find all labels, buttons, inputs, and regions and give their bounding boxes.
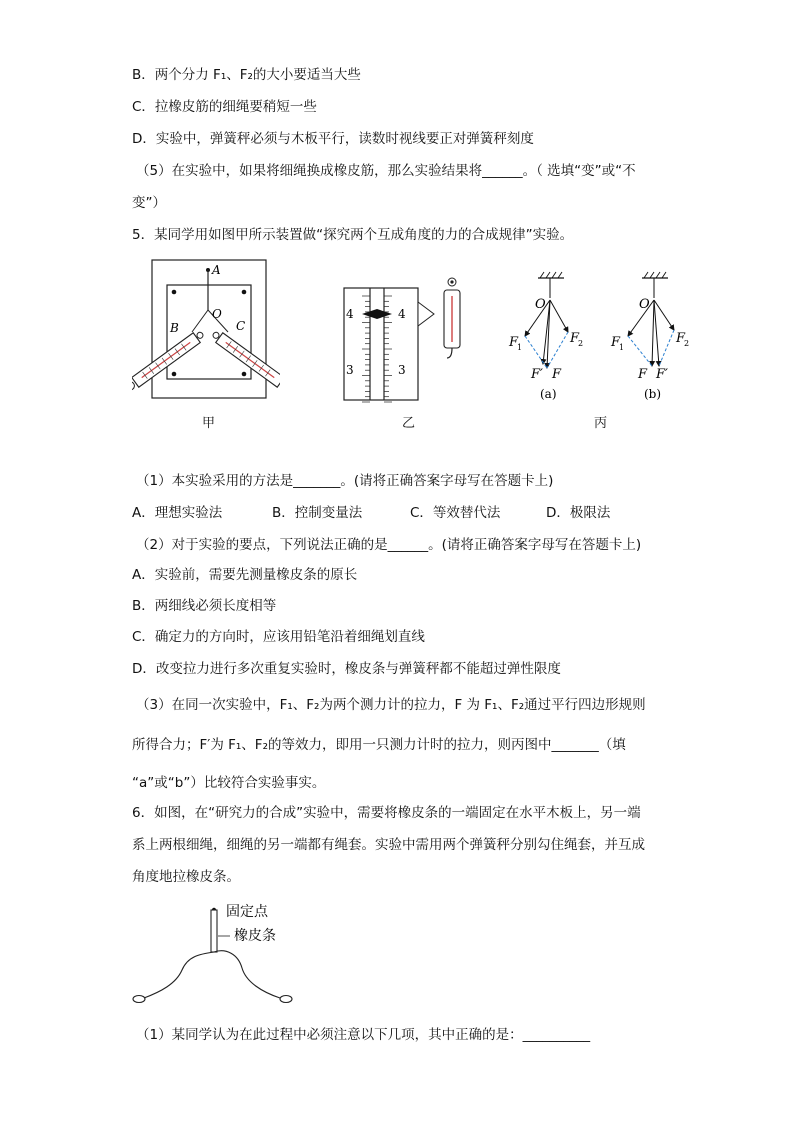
bing-b-f: F xyxy=(638,367,648,382)
label-c: C xyxy=(236,319,246,333)
option-5-2-b: B．两细线必须长度相等 xyxy=(132,598,277,614)
bing-a-f2-sub: 2 xyxy=(578,339,584,348)
bing-b-fprime: F′ xyxy=(656,367,668,382)
bing-a-f1: F xyxy=(509,335,519,350)
option-d-previous: D．实验中，弹簧秤必须与木板平行，读数时视线要正对弹簧秤刻度 xyxy=(132,131,534,147)
bing-b-f2: F xyxy=(676,331,686,346)
scale-left-4: 4 xyxy=(346,307,354,321)
bing-b-f2-sub: 2 xyxy=(684,339,690,348)
bing-label-b: (b) xyxy=(644,387,662,401)
bing-b-o: O xyxy=(639,297,650,312)
bing-a-f2: F xyxy=(570,331,580,346)
problem-5-part3-line1: （3）在同一次实验中，F₁、F₂为两个测力计的拉力，F 为 F₁、F₂通过平行四边形规则 xyxy=(136,697,646,713)
problem-6-line3: 角度地拉橡皮条。 xyxy=(132,869,240,885)
option-5-2-d: D．改变拉力进行多次重复实验时，橡皮条与弹簧秤都不能超过弹性限度 xyxy=(132,661,561,677)
question-5-part5-line2: 变”） xyxy=(132,195,166,211)
problem-5-part2: （2）对于实验的要点，下列说法正确的是______。(请将正确答案字母写在答题卡上) xyxy=(136,537,642,553)
bing-a-f: F xyxy=(552,367,562,382)
scale-left-3: 3 xyxy=(346,363,354,377)
caption-jia: 甲 xyxy=(202,416,216,431)
bing-a-f1-sub: 1 xyxy=(517,343,523,352)
caption-yi: 乙 xyxy=(402,416,416,431)
option-b-previous: B．两个分力 F₁、F₂的大小要适当大些 xyxy=(132,67,361,83)
scale-right-3: 3 xyxy=(398,363,406,377)
figure-6 xyxy=(130,898,310,1010)
problem-6-part1: （1）某同学认为在此过程中必须注意以下几项，其中正确的是：__________ xyxy=(136,1027,591,1043)
bing-b-f1-sub: 1 xyxy=(619,343,625,352)
option-5-1-b: B．控制变量法 xyxy=(272,505,363,521)
question-5-part5-line1: （5）在实验中，如果将细绳换成橡皮筋，那么实验结果将______。（ 选填“变”或“不 xyxy=(136,163,636,179)
label-b: B xyxy=(170,321,179,335)
option-5-1-d: D．极限法 xyxy=(546,505,611,521)
figure-yi xyxy=(334,272,472,412)
problem-6-line2: 系上两根细绳，细绳的另一端都有绳套。实验中需用两个弹簧秤分别勾住绳套，并互成 xyxy=(132,837,645,853)
figure-bing xyxy=(500,266,700,406)
figure-jia xyxy=(132,252,280,412)
option-5-1-a: A．理想实验法 xyxy=(132,505,223,521)
problem-6-line1: 6．如图，在“研究力的合成”实验中，需要将橡皮条的一端固定在水平木板上，另一端 xyxy=(132,805,641,821)
label-a: A xyxy=(212,263,221,277)
scale-right-4: 4 xyxy=(398,307,406,321)
label-fixed-point: 固定点 xyxy=(226,904,268,920)
caption-bing: 丙 xyxy=(594,416,608,431)
label-o: O xyxy=(212,307,222,321)
option-5-2-a: A．实验前，需要先测量橡皮条的原长 xyxy=(132,567,358,583)
problem-5-part3-line3: “a”或“b”）比较符合实验事实。 xyxy=(132,775,326,791)
bing-b-f1: F xyxy=(611,335,621,350)
bing-a-o: O xyxy=(535,297,546,312)
problem-5-intro: 5．某同学用如图甲所示装置做“探究两个互成角度的力的合成规律”实验。 xyxy=(132,227,574,243)
problem-5-part1: （1）本实验采用的方法是_______。(请将正确答案字母写在答题卡上) xyxy=(136,473,554,489)
problem-5-part3-line2: 所得合力；F′为 F₁、F₂的等效力，即用一只测力计时的拉力，则丙图中_______（填 xyxy=(132,737,626,753)
option-c-previous: C．拉橡皮筋的细绳要稍短一些 xyxy=(132,99,317,115)
option-5-2-c: C．确定力的方向时，应该用铅笔沿着细绳划直线 xyxy=(132,629,425,645)
option-5-1-c: C．等效替代法 xyxy=(410,505,501,521)
bing-a-fprime: F′ xyxy=(531,367,543,382)
label-rubber-band: 橡皮条 xyxy=(234,928,276,944)
bing-label-a: (a) xyxy=(540,387,557,401)
